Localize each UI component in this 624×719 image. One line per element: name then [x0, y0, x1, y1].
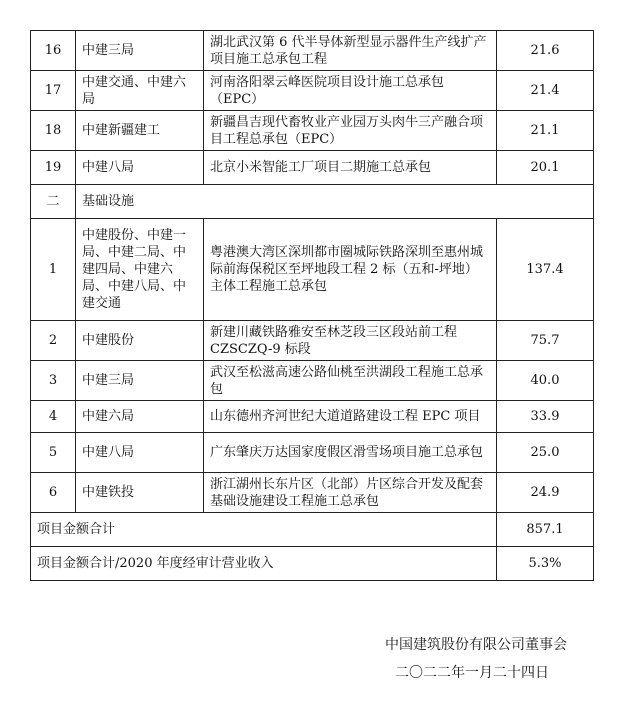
table-row — [31, 151, 594, 185]
row-number: 3 — [31, 361, 76, 401]
document-date: 二〇二二年一月二十四日 — [395, 665, 549, 681]
project-table — [30, 30, 594, 581]
table-row — [31, 111, 594, 151]
project-cell: 广东肇庆万达国家度假区滑雪场项目施工总承包 — [204, 433, 497, 473]
project-cell: 武汉至松滋高速公路仙桃至洪湖段工程施工总承包 — [204, 361, 497, 401]
table-row — [31, 321, 594, 361]
project-cell: 北京小米智能工厂项目二期施工总承包 — [204, 151, 497, 185]
amount-cell: 21.4 — [497, 71, 594, 111]
amount-cell: 21.6 — [497, 31, 594, 71]
row-number: 6 — [31, 473, 76, 513]
project-cell: 湖北武汉第 6 代半导体新型显示器件生产线扩产项目施工总承包工程 — [204, 31, 497, 71]
table-row — [31, 219, 594, 321]
table-row — [31, 473, 594, 513]
amount-cell: 20.1 — [497, 151, 594, 185]
unit-cell: 中建新疆建工 — [76, 111, 204, 151]
unit-cell: 中建三局 — [76, 31, 204, 71]
unit-cell: 中建八局 — [76, 433, 204, 473]
amount-cell: 137.4 — [497, 219, 594, 321]
project-cell: 河南洛阳翠云峰医院项目设计施工总承包（EPC） — [204, 71, 497, 111]
table-row — [31, 71, 594, 111]
section-header-row — [31, 185, 594, 219]
table-row — [31, 31, 594, 71]
amount-cell: 21.1 — [497, 111, 594, 151]
total-value: 857.1 — [497, 513, 594, 547]
amount-cell: 33.9 — [497, 401, 594, 433]
total-label: 项目金额合计 — [31, 513, 497, 547]
ratio-value: 5.3% — [497, 547, 594, 581]
amount-cell: 75.7 — [497, 321, 594, 361]
row-number: 2 — [31, 321, 76, 361]
unit-cell: 中建股份、中建一局、中建二局、中建四局、中建六局、中建八局、中建交通 — [76, 219, 204, 321]
unit-cell: 中建三局 — [76, 361, 204, 401]
board-signature: 中国建筑股份有限公司董事会 — [385, 637, 567, 653]
unit-cell: 中建铁投 — [76, 473, 204, 513]
ratio-row — [31, 547, 594, 581]
row-number: 5 — [31, 433, 76, 473]
table-row — [31, 361, 594, 401]
row-number: 1 — [31, 219, 76, 321]
row-number: 16 — [31, 31, 76, 71]
project-cell: 新疆昌吉现代畜牧业产业园万头肉牛三产融合项目工程总承包（EPC） — [204, 111, 497, 151]
unit-cell: 中建六局 — [76, 401, 204, 433]
unit-cell: 中建股份 — [76, 321, 204, 361]
project-cell: 粤港澳大湾区深圳都市圈城际铁路深圳至惠州城际前海保税区至坪地段工程 2 标（五和-坪地）主体工程施工总承包 — [204, 219, 497, 321]
project-cell: 山东德州齐河世纪大道道路建设工程 EPC 项目 — [204, 401, 497, 433]
amount-cell: 40.0 — [497, 361, 594, 401]
row-number: 19 — [31, 151, 76, 185]
total-row — [31, 513, 594, 547]
amount-cell: 24.9 — [497, 473, 594, 513]
section-number: 二 — [31, 185, 76, 219]
table-row — [31, 433, 594, 473]
amount-cell: 25.0 — [497, 433, 594, 473]
unit-cell: 中建交通、中建六局 — [76, 71, 204, 111]
section-title: 基础设施 — [76, 185, 594, 219]
unit-cell: 中建八局 — [76, 151, 204, 185]
project-cell: 浙江湖州长东片区（北部）片区综合开发及配套基础设施建设工程施工总承包 — [204, 473, 497, 513]
row-number: 18 — [31, 111, 76, 151]
ratio-label: 项目金额合计/2020 年度经审计营业收入 — [31, 547, 497, 581]
table-row — [31, 401, 594, 433]
row-number: 17 — [31, 71, 76, 111]
row-number: 4 — [31, 401, 76, 433]
project-cell: 新建川藏铁路雅安至林芝段三区段站前工程CZSCZQ-9 标段 — [204, 321, 497, 361]
